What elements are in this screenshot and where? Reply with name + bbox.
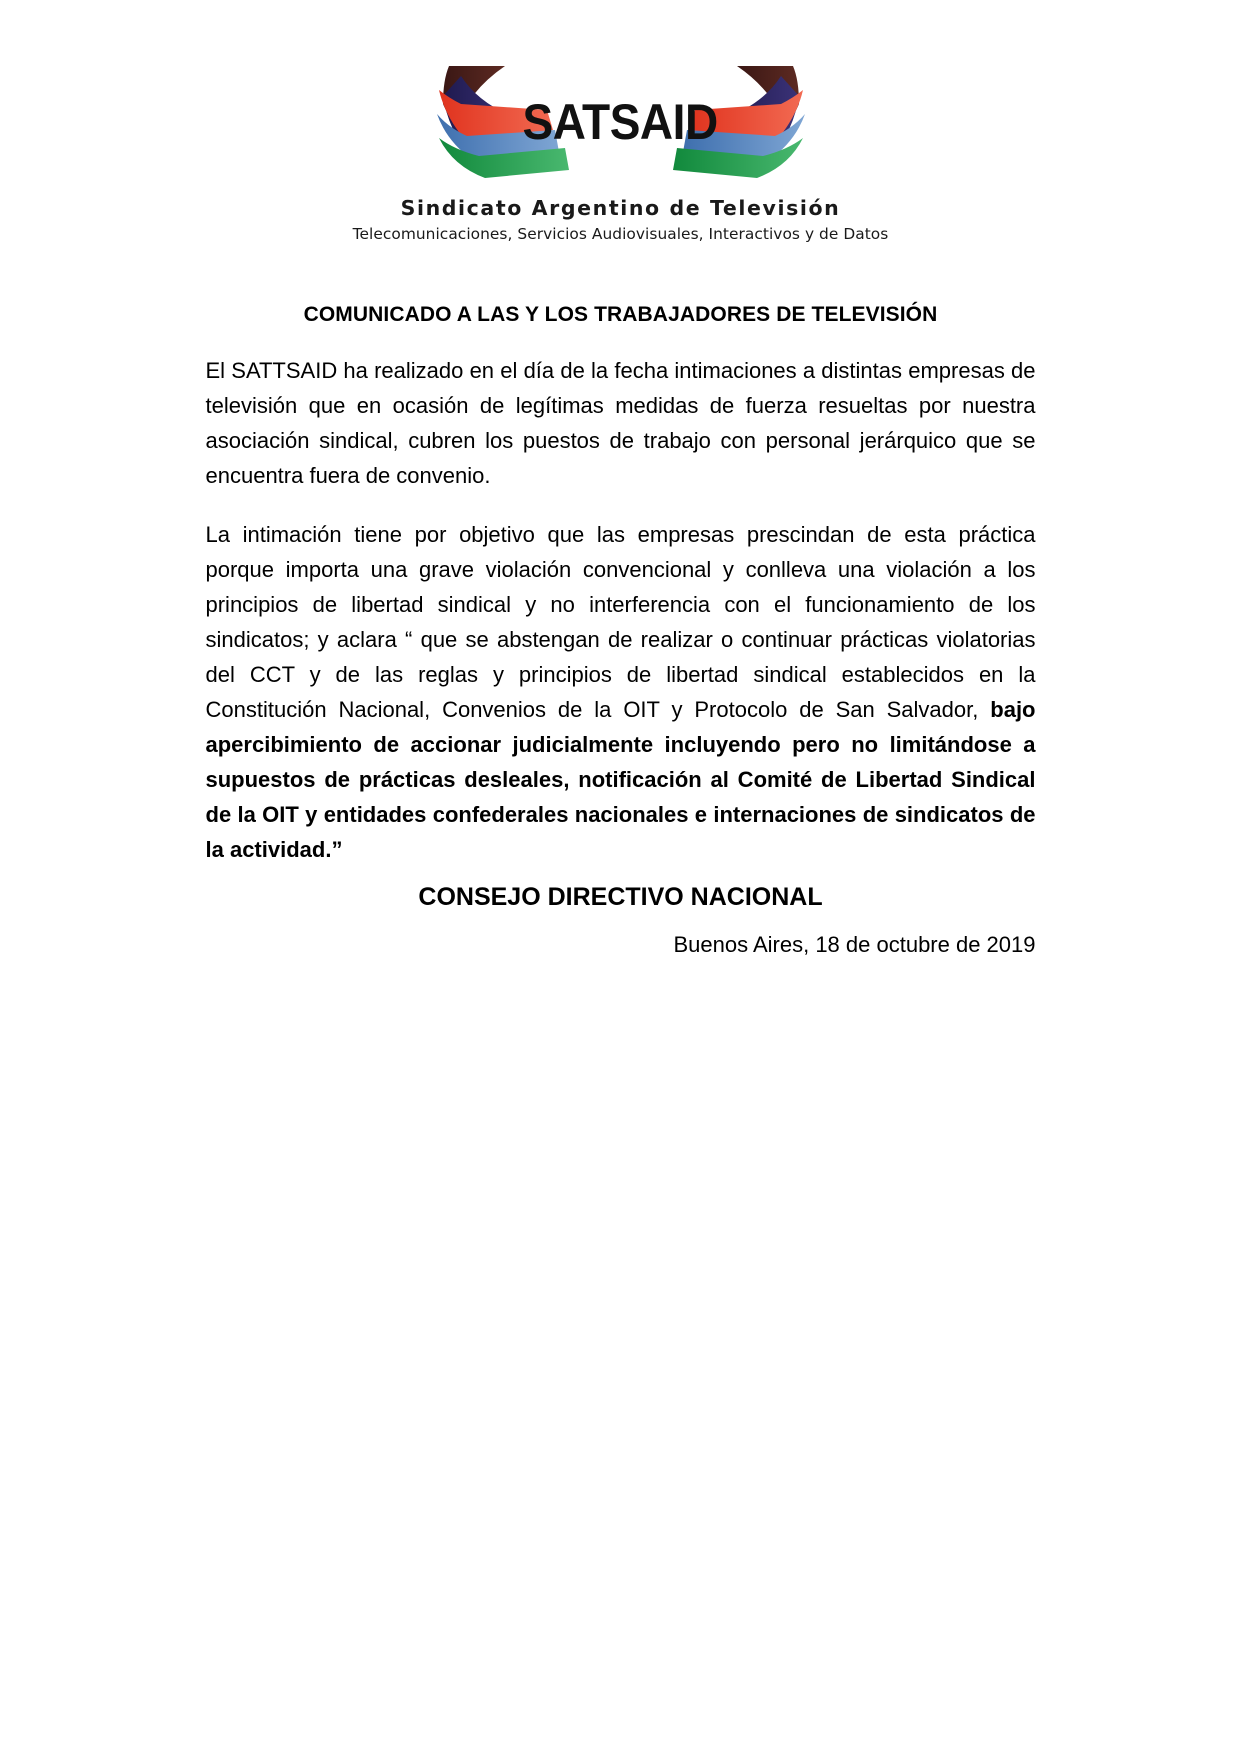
satsaid-logo-header [0, 0, 1241, 243]
paragraph-objetivo-bold: bajo apercibimiento de accionar judicialmente incluyendo pero no limitándose a supuestos de prácticas desleales, notificación al Comité de Libertad Sindical de la OIT y entidades confederales nacionales e internaciones de sindicatos de la actividad.” [205, 697, 1036, 862]
satsaid-wordmark-text: SATSAID [522, 94, 719, 150]
paragraph-objetivo-normal: La intimación tiene por objetivo que las empresas prescindan de esta práctica porque importa una grave violación convencional y conlleva una violación a los principios de libertad sindical y no interferencia con el funcionamiento de los sindicatos; y aclara “ que se abstengan de realizar o continuar prácticas violatorias del CCT y de las reglas y principios de libertad sindical establecidos en la Constitución Nacional, Convenios de la OIT y Protocolo de San Salvador, [205, 522, 1036, 722]
page-title: COMUNICADO A LAS Y LOS TRABAJADORES DE TELEVISIÓN [303, 303, 938, 326]
satsaid-ribbon-logo-icon [421, 52, 821, 192]
date-line: Buenos Aires, 18 de octubre de 2019 [673, 932, 1036, 957]
paragraph-intimaciones: El SATTSAID ha realizado en el día de la fecha intimaciones a distintas empresas de televisión que en ocasión de legítimas medidas de fuerza resueltas por nuestra asociación sindical, cubren los puestos de trabajo con personal jerárquico que se encuentra fuera de convenio. [205, 358, 1036, 488]
logo-tagline-secondary: Telecomunicaciones, Servicios Audiovisuales, Interactivos y de Datos [352, 225, 889, 243]
document-content [206, 243, 1036, 958]
logo-tagline-primary: Sindicato Argentino de Televisión [400, 196, 841, 220]
paragraph-objetivo [206, 517, 1036, 867]
signature-line: CONSEJO DIRECTIVO NACIONAL [418, 883, 823, 911]
